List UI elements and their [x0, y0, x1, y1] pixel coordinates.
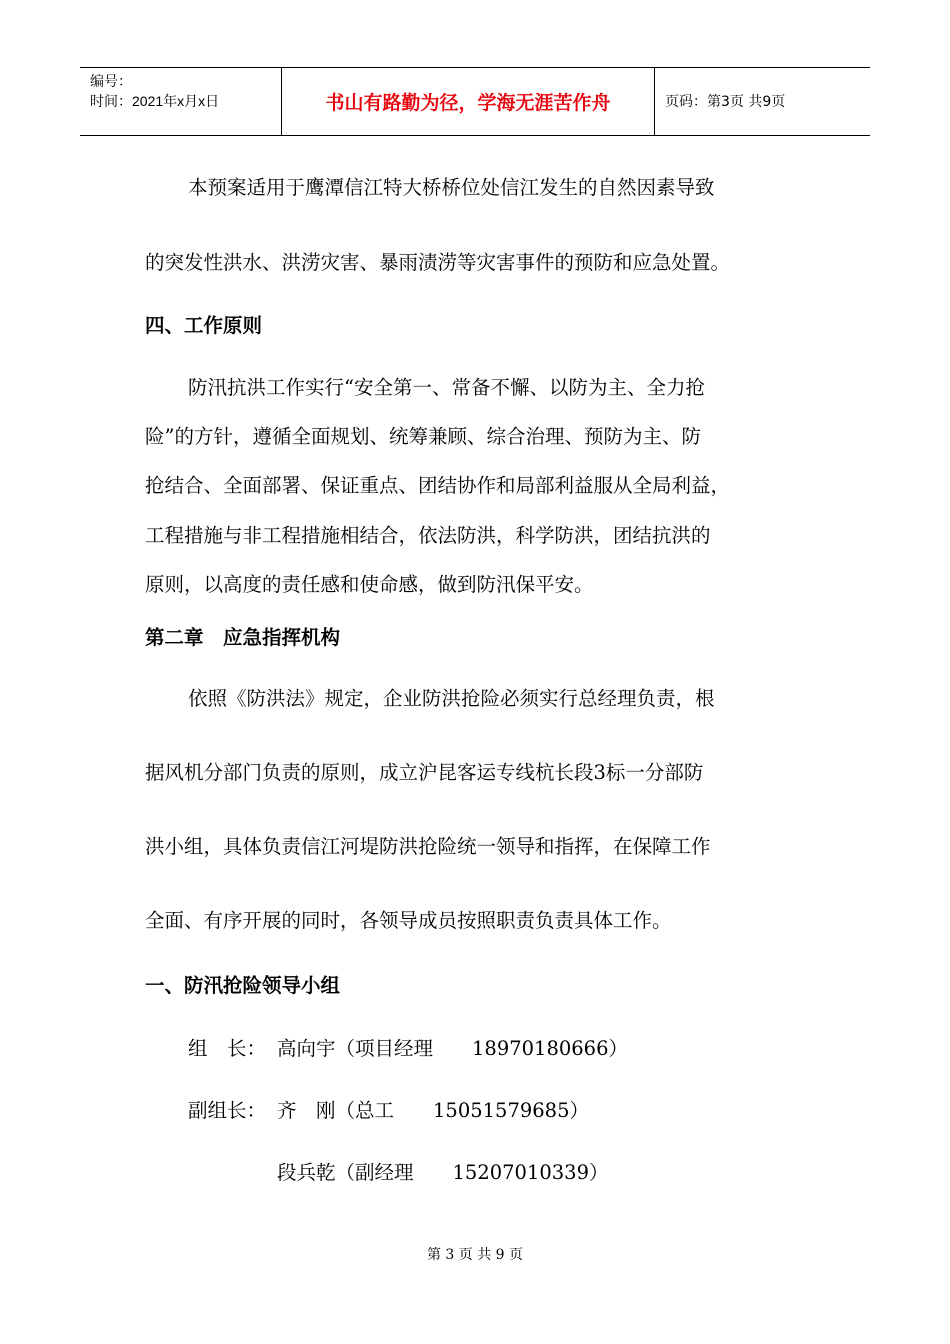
- header-meta: [80, 68, 282, 135]
- deputy-1-value: 齐 刚（总工 15051579685）: [277, 1099, 589, 1122]
- chapter-heading: 第二章 应急指挥机构: [145, 626, 341, 649]
- org-line-1: 依照《防洪法》规定，企业防洪抢险必须实行总经理负责，根: [188, 687, 715, 710]
- principle-line-4: 工程措施与非工程措施相结合，依法防洪，科学防洪，团结抗洪的: [145, 524, 711, 547]
- page-footer: 第 3 页 共 9 页: [426, 1247, 524, 1263]
- header-page-info: 页码：第3页 共9页: [665, 94, 786, 110]
- principle-line-5: 原则，以高度的责任感和使命感，做到防汛保平安。: [145, 573, 594, 596]
- principle-line-1: 防汛抗洪工作实行“安全第一、常备不懈、以防为主、全力抢: [188, 376, 705, 399]
- scope-paragraph-line-2: 的突发性洪水、洪涝灾害、暴雨渍涝等灾害事件的预防和应急处置。: [145, 251, 731, 274]
- serial-number-label: 编号：: [90, 73, 132, 89]
- org-line-2: 据风机分部门负责的原则，成立沪昆客运专线杭长段3标一分部防: [145, 761, 704, 784]
- principle-line-3: 抢结合、全面部署、保证重点、团结协作和局部利益服从全局利益，: [145, 474, 731, 497]
- leader-label: 组 长：: [188, 1037, 267, 1060]
- org-line-3: 洪小组，具体负责信江河堤防洪抢险统一领导和指挥，在保障工作: [145, 835, 711, 858]
- deputy-2-value: 段兵乾（副经理 15207010339）: [277, 1161, 609, 1184]
- date-label: 时间：2021年x月x日: [90, 93, 220, 109]
- section-heading-principles: 四、工作原则: [145, 314, 263, 337]
- page-header: [80, 67, 870, 136]
- leader-value: 高向宇（项目经理 18970180666）: [277, 1037, 628, 1060]
- scope-paragraph-line-1: 本预案适用于鹰潭信江特大桥桥位处信江发生的自然因素导致: [188, 176, 715, 199]
- group-heading: 一、防汛抢险领导小组: [145, 974, 341, 997]
- header-motto: 书山有路勤为径，学海无涯苦作舟: [282, 68, 655, 135]
- org-line-4: 全面、有序开展的同时，各领导成员按照职责负责具体工作。: [145, 909, 672, 932]
- deputy-label: 副组长：: [188, 1099, 267, 1122]
- principle-line-2: 险”的方针，遵循全面规划、统筹兼顾、综合治理、预防为主、防: [145, 425, 701, 448]
